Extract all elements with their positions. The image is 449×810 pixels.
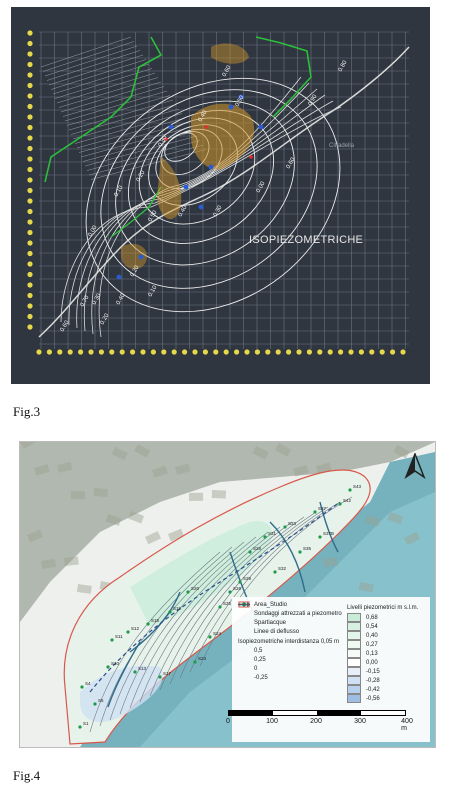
frame-marker	[286, 349, 291, 354]
building	[93, 488, 108, 497]
scale-label: 0	[226, 718, 230, 725]
frame-marker	[296, 349, 301, 354]
scale-bar-graphic	[228, 710, 406, 716]
frame-marker	[27, 177, 32, 182]
well-label: S42	[343, 498, 352, 503]
well-marker	[229, 105, 234, 110]
well-marker	[117, 275, 122, 280]
contour-label: 0.00	[87, 224, 99, 238]
contour-label: 0.10	[113, 184, 125, 198]
fig4-map	[19, 441, 436, 748]
frame-marker	[348, 349, 353, 354]
level-row	[347, 613, 418, 622]
scale-label: 100	[266, 718, 278, 725]
level-swatch	[347, 685, 361, 694]
well-marker	[193, 660, 196, 663]
legend-item	[238, 656, 342, 665]
contour-label: 0.60	[59, 319, 71, 333]
contour-label: 0.20	[99, 312, 111, 326]
level-value: 0,00	[366, 659, 378, 666]
contour-label: 0.70	[79, 294, 91, 308]
frame-marker	[27, 272, 32, 277]
contour-label: 0.80	[337, 59, 349, 73]
frame-marker	[27, 303, 32, 308]
well-label: S24	[213, 631, 222, 636]
frame-marker	[27, 314, 32, 319]
well-marker	[248, 550, 251, 553]
legend-features	[238, 601, 342, 683]
legend-levels	[347, 605, 418, 703]
well-marker	[313, 510, 316, 513]
frame-marker	[27, 219, 32, 224]
level-value: -0,28	[366, 677, 380, 684]
well-label: S4	[85, 681, 91, 686]
frame-marker	[27, 93, 32, 98]
well-label: S17	[163, 671, 172, 676]
frame-marker	[27, 209, 32, 214]
scale-label: 200	[310, 718, 322, 725]
level-swatch	[347, 694, 361, 703]
well-label: S12	[131, 626, 140, 631]
frame-marker	[390, 349, 395, 354]
well-label: S31	[268, 531, 277, 536]
frame-marker	[203, 349, 208, 354]
levels-title: Livelli piezometrici m s.l.m.	[347, 605, 419, 611]
frame-marker	[27, 240, 32, 245]
frame-marker	[130, 349, 135, 354]
well-label: S26	[233, 586, 242, 591]
contour-label: 0.40	[115, 292, 127, 306]
frame-marker	[224, 349, 229, 354]
legend-item	[238, 628, 342, 637]
well-marker	[199, 205, 204, 210]
frame-marker	[68, 349, 73, 354]
frame-marker	[27, 83, 32, 88]
contour-label: 0.50	[234, 94, 246, 108]
well-marker	[238, 580, 241, 583]
legend-item	[238, 674, 342, 683]
level-swatch	[347, 658, 361, 667]
building	[189, 493, 203, 501]
frame-marker	[182, 349, 187, 354]
well-marker	[93, 702, 96, 705]
well-marker	[139, 255, 144, 260]
well-marker	[208, 635, 211, 638]
frame-marker	[99, 349, 104, 354]
frame-marker	[88, 349, 93, 354]
well-label: S20	[191, 586, 200, 591]
contour-label: 0.30	[212, 204, 224, 218]
iso-value: -0,25	[254, 675, 268, 681]
level-swatch	[347, 676, 361, 685]
frame-marker	[57, 349, 62, 354]
frame-marker	[78, 349, 83, 354]
well-label: S25	[223, 601, 232, 606]
frame-marker	[27, 167, 32, 172]
level-value: 0,27	[366, 641, 378, 648]
well-marker	[338, 502, 341, 505]
well-marker	[283, 525, 286, 528]
overlay-title: ISOPIEZOMETRICHE	[249, 234, 364, 246]
frame-marker	[27, 125, 32, 130]
frame-marker	[328, 349, 333, 354]
level-value: 0,68	[366, 614, 378, 621]
well-marker	[348, 488, 351, 491]
frame-marker	[338, 349, 343, 354]
legend-item	[238, 610, 342, 619]
frame-marker	[27, 156, 32, 161]
well-label: S37	[318, 506, 327, 511]
frame-marker	[213, 349, 218, 354]
frame-marker	[27, 261, 32, 266]
green-line	[45, 37, 161, 182]
scale-label: 300	[354, 718, 366, 725]
frame-marker	[161, 349, 166, 354]
well-label: S29	[243, 576, 252, 581]
well-label: S28	[253, 546, 262, 551]
level-swatch	[347, 613, 361, 622]
level-swatch	[347, 640, 361, 649]
frame-marker	[27, 51, 32, 56]
contour-label: 0.00	[255, 180, 267, 194]
frame-marker	[140, 349, 145, 354]
frame-marker	[27, 324, 32, 329]
legend-label: Area_Studio	[254, 602, 288, 608]
orange-zone	[157, 157, 181, 219]
well-marker	[106, 665, 109, 668]
red-point	[249, 155, 253, 159]
level-row	[347, 649, 418, 658]
well-label: S43	[353, 484, 362, 489]
frame-marker	[36, 349, 41, 354]
contour-label: 0.50	[147, 209, 159, 223]
building	[64, 557, 79, 566]
well-label: S19	[173, 606, 182, 611]
caption-fig3: Fig.3	[13, 404, 41, 419]
well-marker	[133, 670, 136, 673]
frame-marker	[27, 62, 32, 67]
frame-marker	[192, 349, 197, 354]
level-swatch	[347, 649, 361, 658]
well-marker	[186, 590, 189, 593]
well-label: S18	[151, 618, 160, 623]
frame-marker	[27, 72, 32, 77]
legend-label: Linee di deflusso	[254, 629, 300, 635]
well-label: S1	[83, 721, 89, 726]
level-swatch	[347, 622, 361, 631]
iso-title: Isopiezometriche interdistanza 0,05 m	[238, 639, 340, 645]
frame-marker	[276, 349, 281, 354]
level-swatch	[347, 631, 361, 640]
level-value: -0,56	[366, 695, 380, 702]
frame-marker	[27, 282, 32, 287]
fig3-map	[11, 7, 430, 384]
level-value: 0,13	[366, 650, 378, 657]
contour-label: 0.20	[135, 169, 147, 183]
building	[212, 490, 226, 498]
contour-label: 0.60	[285, 156, 297, 170]
contour-label: 0.40	[197, 109, 209, 123]
frame-marker	[27, 114, 32, 119]
frame-marker	[109, 349, 114, 354]
scale-bar	[228, 710, 418, 740]
level-value: -0,15	[366, 668, 380, 675]
well-marker	[126, 630, 129, 633]
frame-marker	[47, 349, 52, 354]
frame-marker	[27, 146, 32, 151]
legend-label: Spartiacque	[254, 620, 287, 626]
well-label: S35	[303, 546, 312, 551]
fig3-canvas	[11, 7, 430, 384]
iso-value: 0,5	[254, 648, 263, 654]
well-marker	[228, 590, 231, 593]
legend-item	[238, 647, 342, 656]
frame-marker	[27, 293, 32, 298]
frame-marker	[27, 104, 32, 109]
frame-marker	[400, 349, 405, 354]
frame-marker	[265, 349, 270, 354]
red-point	[204, 125, 208, 129]
green-line	[256, 37, 311, 117]
frame-marker	[369, 349, 374, 354]
contour-label: 0.10	[147, 284, 159, 298]
well-marker	[263, 535, 266, 538]
frame-marker	[27, 188, 32, 193]
well-marker	[158, 675, 161, 678]
frame-marker	[244, 349, 249, 354]
well-marker	[168, 610, 171, 613]
well-marker	[318, 535, 321, 538]
well-marker	[110, 638, 113, 641]
legend-label: Sondaggi attrezzati a piezometro	[254, 611, 342, 617]
frame-marker	[307, 349, 312, 354]
legend-item	[238, 619, 342, 628]
well-marker	[78, 725, 81, 728]
well-label: S11	[115, 634, 123, 639]
frame-marker	[27, 41, 32, 46]
frame-marker	[27, 135, 32, 140]
iso-value: 0	[254, 666, 258, 672]
contour-label: 0.60	[221, 64, 233, 78]
well-label: S5	[98, 698, 104, 703]
frame-marker	[317, 349, 322, 354]
contour-line	[84, 67, 326, 298]
frame-marker	[120, 349, 125, 354]
scale-label: 400 m	[401, 718, 413, 732]
contour-label: 0.30	[157, 134, 169, 148]
frame-marker	[234, 349, 239, 354]
well-label: S13	[138, 666, 147, 671]
frame-marker	[27, 198, 32, 203]
well-marker	[259, 125, 264, 130]
contour-label: 0.90	[307, 93, 319, 107]
level-row	[347, 631, 418, 640]
frame-marker	[359, 349, 364, 354]
well-marker	[273, 570, 276, 573]
well-label: S10	[111, 661, 120, 666]
level-value: 0,54	[366, 623, 378, 630]
level-row	[347, 676, 418, 685]
well-marker	[80, 685, 83, 688]
building	[323, 557, 338, 567]
frame-marker	[255, 349, 260, 354]
frame-marker	[151, 349, 156, 354]
contour-label: 0.30	[91, 292, 103, 306]
well-marker	[218, 605, 221, 608]
level-row	[347, 658, 418, 667]
level-row	[347, 622, 418, 631]
well-marker	[146, 622, 149, 625]
level-row	[347, 685, 418, 694]
frame-marker	[380, 349, 385, 354]
legend-item	[238, 601, 342, 610]
level-row	[347, 694, 418, 703]
level-value: -0,42	[366, 686, 380, 693]
legend-item	[238, 665, 342, 674]
level-row	[347, 640, 418, 649]
frame-marker	[27, 230, 32, 235]
well-marker	[209, 165, 214, 170]
building	[71, 491, 85, 499]
frame-marker	[27, 251, 32, 256]
well-label: S37B	[323, 531, 335, 536]
well-marker	[184, 185, 189, 190]
well-marker	[169, 125, 174, 130]
level-row	[347, 667, 418, 676]
contour-label: 0.20	[129, 264, 141, 278]
well-label: S33	[288, 521, 297, 526]
contour-label: 0.40	[177, 204, 189, 218]
iso-value: 0,25	[254, 657, 266, 663]
frame-marker	[172, 349, 177, 354]
place-label: Cittadella	[329, 143, 355, 149]
caption-fig4: Fig.4	[13, 768, 41, 783]
level-value: 0,40	[366, 632, 378, 639]
well-label: S23	[198, 656, 207, 661]
level-swatch	[347, 667, 361, 676]
well-label: S32	[278, 566, 287, 571]
frame-marker	[27, 30, 32, 35]
well-marker	[298, 550, 301, 553]
contour-line	[62, 49, 355, 330]
